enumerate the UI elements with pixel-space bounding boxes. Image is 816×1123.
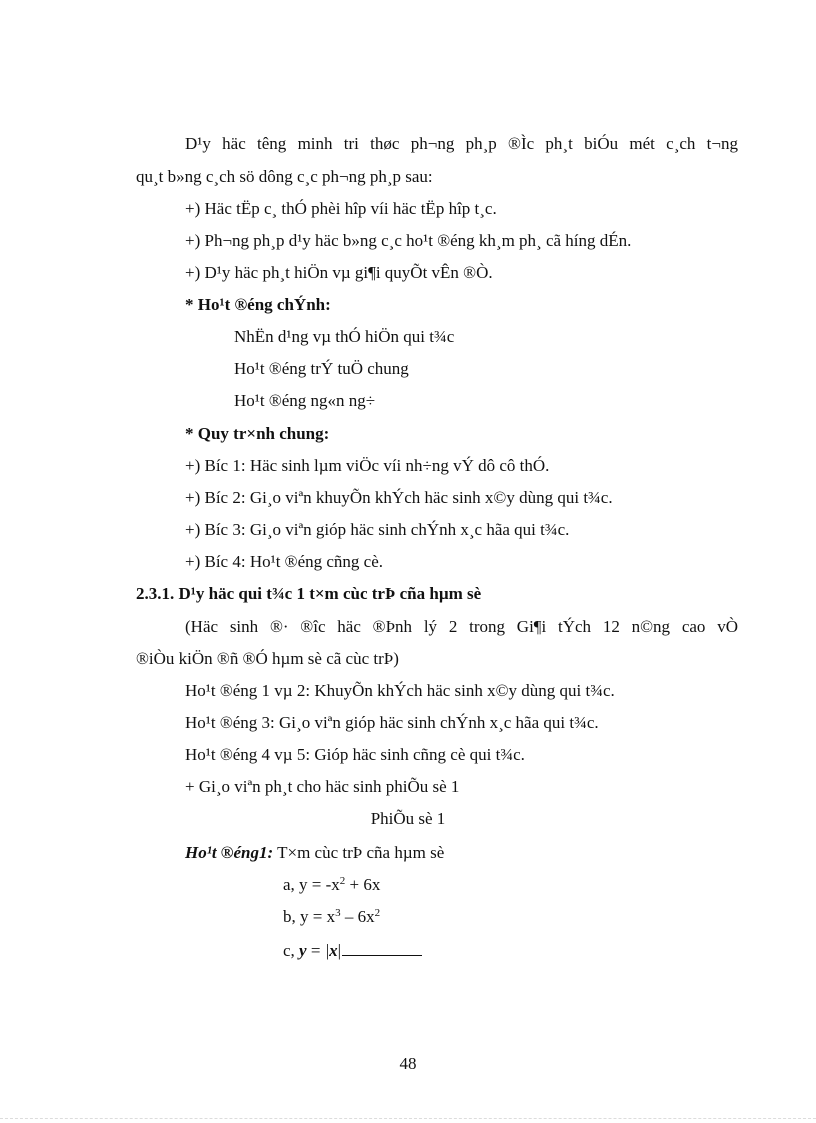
exercise-c-absolute-value: |x| [325, 941, 341, 960]
step-item-1: +) Bíc 1: Häc sinh lµm viÖc víi nh÷ng vÝ dô cô thÓ. [185, 456, 550, 475]
exercise-b-prefix: b, y = x [283, 907, 336, 926]
step-item-2: +) Bíc 2: Gi¸o viªn khuyÕn khÝch häc sinh x©y dùng qui t¾c. [185, 488, 613, 507]
paragraph-line-3: (Häc sinh ®· ®îc häc ®Þnh lý 2 trong Gi¶i tÝch 12 n©ng cao vÒ [185, 617, 738, 636]
paragraph-line-2: qu¸t b»ng c¸ch sö dông c¸c ph¬ng ph¸p sau: [136, 167, 433, 186]
page-number: 48 [399, 1054, 417, 1073]
exercise-c-variable: y [299, 941, 307, 960]
worksheet-title: PhiÕu sè 1 [370, 809, 446, 828]
activity-item-3: Ho¹t ®éng ng«n ng÷ [234, 391, 376, 410]
exercise-a-prefix: a, y = -x [283, 875, 340, 894]
page-bottom-rule [0, 1118, 816, 1119]
section-heading-main-activities: * Ho¹t ®éng chÝnh: [185, 295, 331, 314]
exercise-c-prefix: c, [283, 941, 300, 960]
exercise-a-exponent: 2 [339, 875, 346, 887]
method-item-1: +) Häc tËp c¸ thÓ phèi hîp víi häc tËp hîp t¸c. [185, 199, 497, 218]
activity-label: Ho¹t ®éng1: [185, 843, 274, 862]
exercise-c-answer-blank [342, 940, 422, 956]
activity-item-2: Ho¹t ®éng trÝ tuÖ chung [234, 359, 409, 378]
paragraph-line-1: D¹y häc têng minh tri thøc ph¬ng ph¸p ®Ìc ph¸t biÓu mét c¸ch t¬ng [185, 134, 738, 153]
handout-line: + Gi¸o viªn ph¸t cho häc sinh phiÕu sè 1 [185, 777, 460, 796]
method-item-3: +) D¹y häc ph¸t hiÖn vµ gi¶i quyÕt vÊn ®Ò. [185, 263, 493, 282]
activity-note-2: Ho¹t ®éng 3: Gi¸o viªn gióp häc sinh chÝnh x¸c hãa qui t¾c. [185, 713, 599, 732]
exercise-a [283, 874, 380, 896]
activity-note-3: Ho¹t ®éng 4 vµ 5: Gióp häc sinh cñng cè qui t¾c. [185, 745, 525, 764]
activity-item-1: NhËn d¹ng vµ thÓ hiÖn qui t¾c [234, 327, 455, 346]
activity-line [185, 842, 444, 864]
exercise-b-middle: – 6x [340, 907, 375, 926]
exercise-c-abs-variable: x [329, 941, 338, 960]
activity-note-1: Ho¹t ®éng 1 vµ 2: KhuyÕn khÝch häc sinh x©y dùng qui t¾c. [185, 681, 615, 700]
exercise-c [283, 940, 422, 962]
exercise-b-exponent-1: 3 [335, 907, 341, 919]
subsection-title: 2.3.1. D¹y häc qui t¾c 1 t×m cùc trÞ cña hµm sè [136, 584, 482, 603]
exercise-b [283, 906, 380, 928]
paragraph-line-4: ®iÒu kiÖn ®ñ ®Ó hµm sè cã cùc trÞ) [136, 649, 399, 668]
activity-text: T×m cùc trÞ cña hµm sè [273, 843, 445, 862]
step-item-3: +) Bíc 3: Gi¸o viªn gióp häc sinh chÝnh x¸c hãa qui t¾c. [185, 520, 570, 539]
exercise-b-exponent-2: 2 [374, 907, 381, 919]
exercise-c-equals: = [306, 941, 325, 960]
method-item-2: +) Ph¬ng ph¸p d¹y häc b»ng c¸c ho¹t ®éng kh¸m ph¸ cã híng dÉn. [185, 231, 632, 250]
section-heading-procedure: * Quy tr×nh chung: [185, 424, 330, 443]
exercise-a-suffix: + 6x [345, 875, 381, 894]
step-item-4: +) Bíc 4: Ho¹t ®éng cñng cè. [185, 552, 384, 571]
